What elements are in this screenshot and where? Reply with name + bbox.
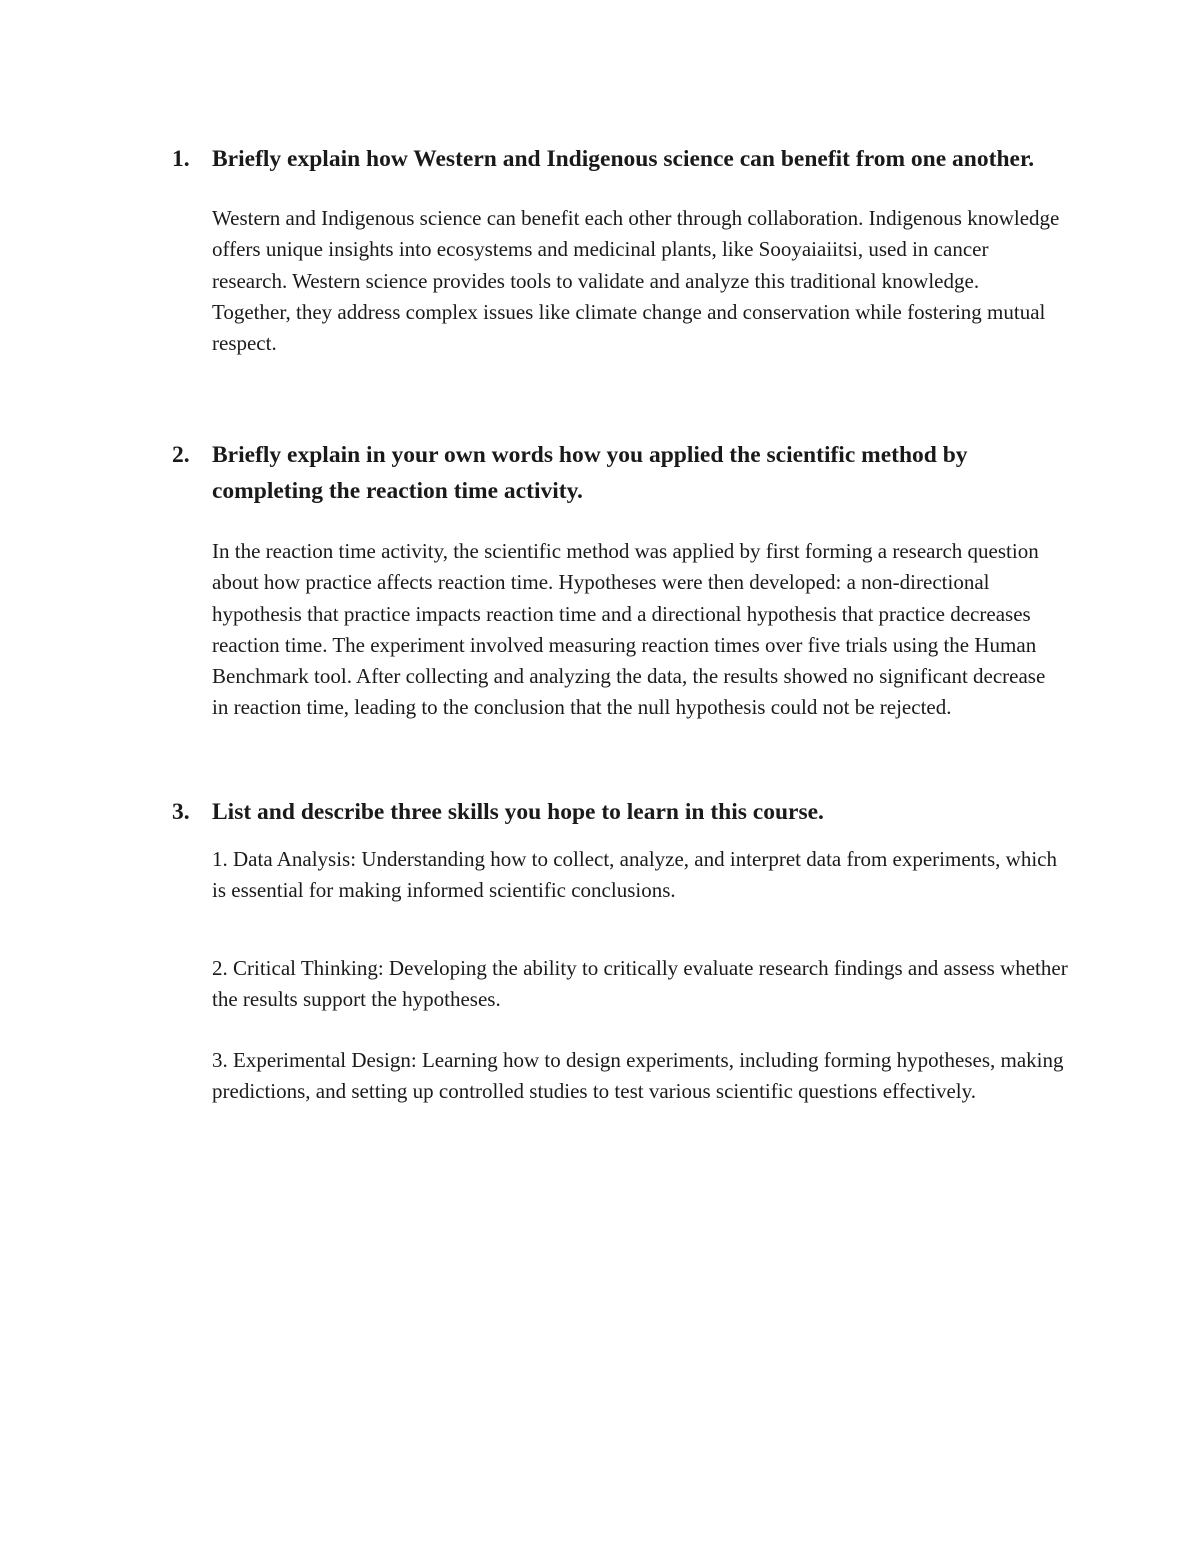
skill-data-analysis: 1. Data Analysis: Understanding how to collect, analyze, and interpret data from experiments, which is essential for making informed scientific conclusions. [212, 847, 1057, 903]
question-text: List and describe three skills you hope to learn in this course. [212, 799, 824, 825]
skill-critical-thinking: 2. Critical Thinking: Developing the ability to critically evaluate research findings and assess whether the results support the hypotheses. [212, 955, 1068, 1011]
question-1 [172, 141, 1072, 380]
question-number: 2. [172, 442, 190, 468]
question-number: 1. [172, 146, 190, 172]
question-heading [172, 141, 1072, 177]
answer-paragraph: In the reaction time activity, the scientific method was applied by first forming a research question about how practice affects reaction time. Hypotheses were then developed: a non-directional hypothesis that practice impacts reaction time and a directional hypothesis that practice decreases reaction time. The experiment involved measuring reaction times over five trials using the Human Benchmark tool. After collecting and analyzing the data, the results showed no significant decrease in reaction time, leading to the conclusion that the null hypothesis could not be rejected. [212, 539, 1046, 720]
answer-paragraph: Western and Indigenous science can benefit each other through collaboration. Indigenous knowledge offers unique insights into ecosystems and medicinal plants, like Sooyaiaiitsi, used in cancer research. Western science provides tools to validate and analyze this traditional knowledge. Together, they address complex issues like climate change and conservation while fostering mutual respect. [212, 206, 1060, 356]
question-number: 3. [172, 799, 190, 825]
question-2 [172, 437, 1072, 745]
question-text: Briefly explain in your own words how you applied the scientific method by completing the reaction time activity. [212, 442, 968, 504]
skill-experimental-design: 3. Experimental Design: Learning how to design experiments, including forming hypotheses, making predictions, and setting up controlled studies to test various scientific questions effectively. [212, 1048, 1064, 1104]
question-text: Briefly explain how Western and Indigenous science can benefit from one another. [212, 146, 1035, 172]
question-heading [172, 437, 1072, 509]
question-3 [172, 794, 1072, 1129]
question-heading [172, 794, 1072, 830]
